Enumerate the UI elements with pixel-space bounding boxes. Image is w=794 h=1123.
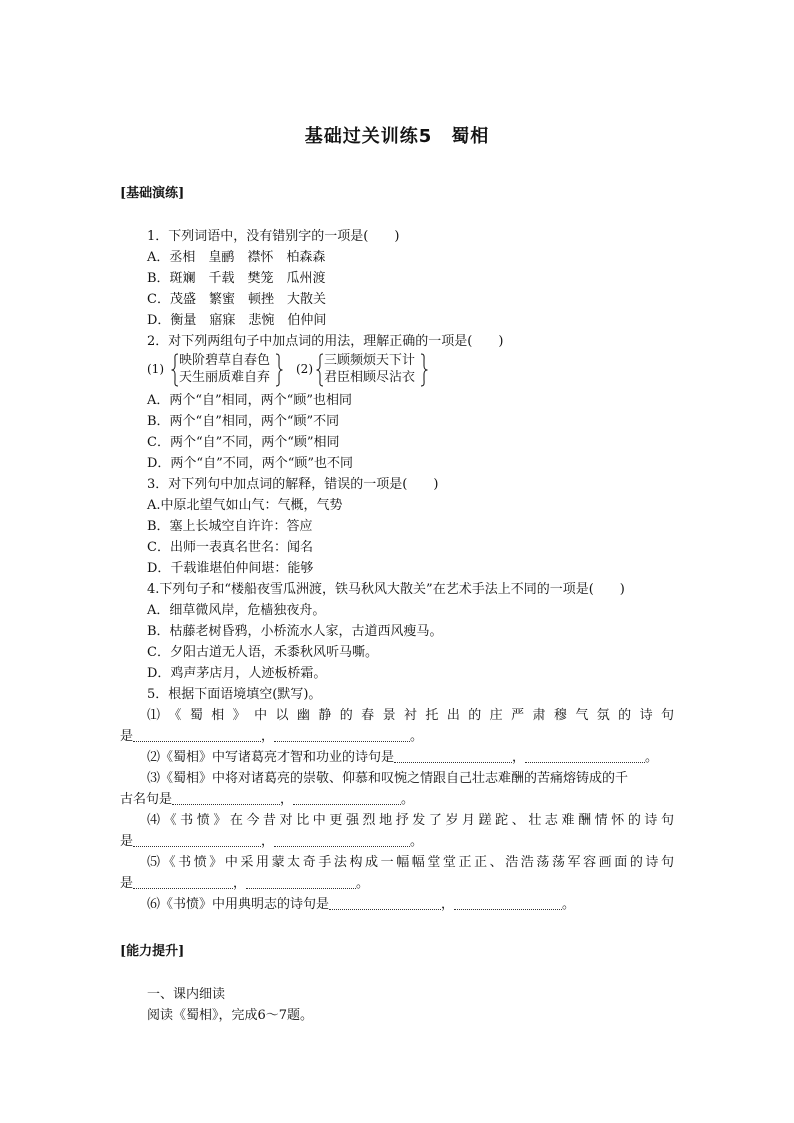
answer-blank[interactable]: [133, 728, 261, 742]
q4-stem: 4.下列句子和“楼船夜雪瓜洲渡，铁马秋风大散关”在艺术手法上不同的一项是( ): [147, 582, 625, 597]
answer-blank[interactable]: [293, 791, 401, 805]
q2-stem: 2．对下列两组句子中加点词的用法，理解正确的一项是( ): [147, 334, 504, 349]
q2-group2-line2: 君臣相顾尽沾衣: [324, 370, 416, 385]
q2-group2-line1: 三顾频烦天下计: [324, 353, 416, 368]
answer-blank[interactable]: [274, 833, 410, 847]
answer-blank[interactable]: [133, 833, 261, 847]
answer-blank[interactable]: [274, 728, 410, 742]
answer-blank[interactable]: [329, 896, 441, 910]
q2-option-c: C．两个“自”不同，两个“顾”相同: [147, 435, 340, 450]
q2-group2-label: (2): [296, 362, 313, 376]
left-brace-icon: [316, 353, 324, 387]
q5-part6-line: ⑹《书愤》中用典明志的诗句是 ， 。: [147, 897, 576, 912]
q1-option-b: B．斑斓 千载 樊笼 瓜州渡: [147, 271, 326, 286]
q1-option-d: D．衡量 寤寐 悲惋 伯仲间: [147, 313, 327, 328]
q5-part5-text: ⑸《书愤》中采用蒙太奇手法构成一幅幅堂堂正正、浩浩荡荡军容画面的诗句: [147, 855, 674, 870]
q2-option-d: D．两个“自”不同，两个“顾”也不同: [147, 456, 354, 471]
page-title: 基础过关训练5 蜀相: [304, 126, 490, 147]
q3-stem: 3．对下列句中加点词的解释，错误的一项是( ): [147, 477, 439, 492]
q5-part3-text: ⑶《蜀相》中将对诸葛亮的崇敬、仰慕和叹惋之情跟自己壮志难酬的苦痛熔铸成的千: [147, 771, 629, 786]
q1-option-c: C．茂盛 繁蜜 顿挫 大散关: [147, 292, 326, 307]
q5-part4-answer-line: 是 ， 。: [120, 834, 424, 849]
answer-blank[interactable]: [133, 875, 233, 889]
q3-option-d: D．千载谁堪伯仲间堪：能够: [147, 561, 314, 576]
right-brace-icon: [420, 353, 428, 387]
q5-part3-answer-line: 古名句是 ， 。: [120, 792, 415, 807]
q3-option-a: A.中原北望气如山气：气概，气势: [147, 498, 343, 513]
q5-part4-text: ⑷《书愤》在今昔对比中更强烈地抒发了岁月蹉跎、壮志难酬情怀的诗句: [147, 813, 674, 828]
q5-part2-line: ⑵《蜀相》中写诸葛亮才智和功业的诗句是 ， 。: [147, 750, 659, 765]
q1-stem: 1．下列词语中，没有错别字的一项是( ): [147, 229, 400, 244]
right-brace-icon: [275, 353, 283, 387]
q4-option-a: A．细草微风岸，危樯独夜舟。: [147, 603, 326, 618]
answer-blank[interactable]: [246, 875, 356, 889]
left-brace-icon: [171, 353, 179, 387]
q2-group1-label: (1): [147, 362, 164, 376]
q1-option-a: A．丞相 皇鹂 襟怀 柏森森: [147, 250, 326, 265]
q5-part1-text: ⑴《蜀相》中以幽静的春景衬托出的庄严肃穆气氛的诗句: [147, 708, 674, 723]
q3-option-b: B．塞上长城空自许许：答应: [147, 519, 313, 534]
answer-blank[interactable]: [454, 896, 562, 910]
reading-instruction: 阅读《蜀相》，完成6～7题。: [147, 1008, 314, 1023]
q2-group2-lines: [324, 352, 415, 386]
answer-blank[interactable]: [394, 749, 512, 763]
q3-option-c: C．出师一表真名世名：闻名: [147, 540, 313, 555]
q5-part5-answer-line: 是 ， 。: [120, 876, 370, 891]
answer-blank[interactable]: [525, 749, 645, 763]
q2-option-a: A．两个“自”相同，两个“顾”也相同: [147, 393, 352, 408]
section-basic-heading: [基础演练]: [120, 186, 185, 201]
q4-option-b: B．枯藤老树昏鸦，小桥流水人家，古道西风瘦马。: [147, 624, 443, 639]
q2-group1-line1: 映阶碧草自春色: [179, 353, 271, 368]
q2-option-b: B．两个“自”相同，两个“顾”不同: [147, 414, 340, 429]
q4-option-d: D．鸡声茅店月，人迹板桥霜。: [147, 666, 327, 681]
q4-option-c: C．夕阳古道无人语，禾黍秋风听马嘶。: [147, 645, 378, 660]
reading-heading: 一、课内细读: [147, 987, 226, 1002]
q5-part1-answer-line: 是 ， 。: [120, 729, 424, 744]
answer-blank[interactable]: [172, 791, 280, 805]
q2-group1-lines: [179, 352, 270, 386]
q5-stem: 5．根据下面语境填空(默写)。: [147, 687, 322, 702]
q2-group1-line2: 天生丽质难自弃: [179, 370, 271, 385]
section-ability-heading: [能力提升]: [120, 944, 185, 959]
